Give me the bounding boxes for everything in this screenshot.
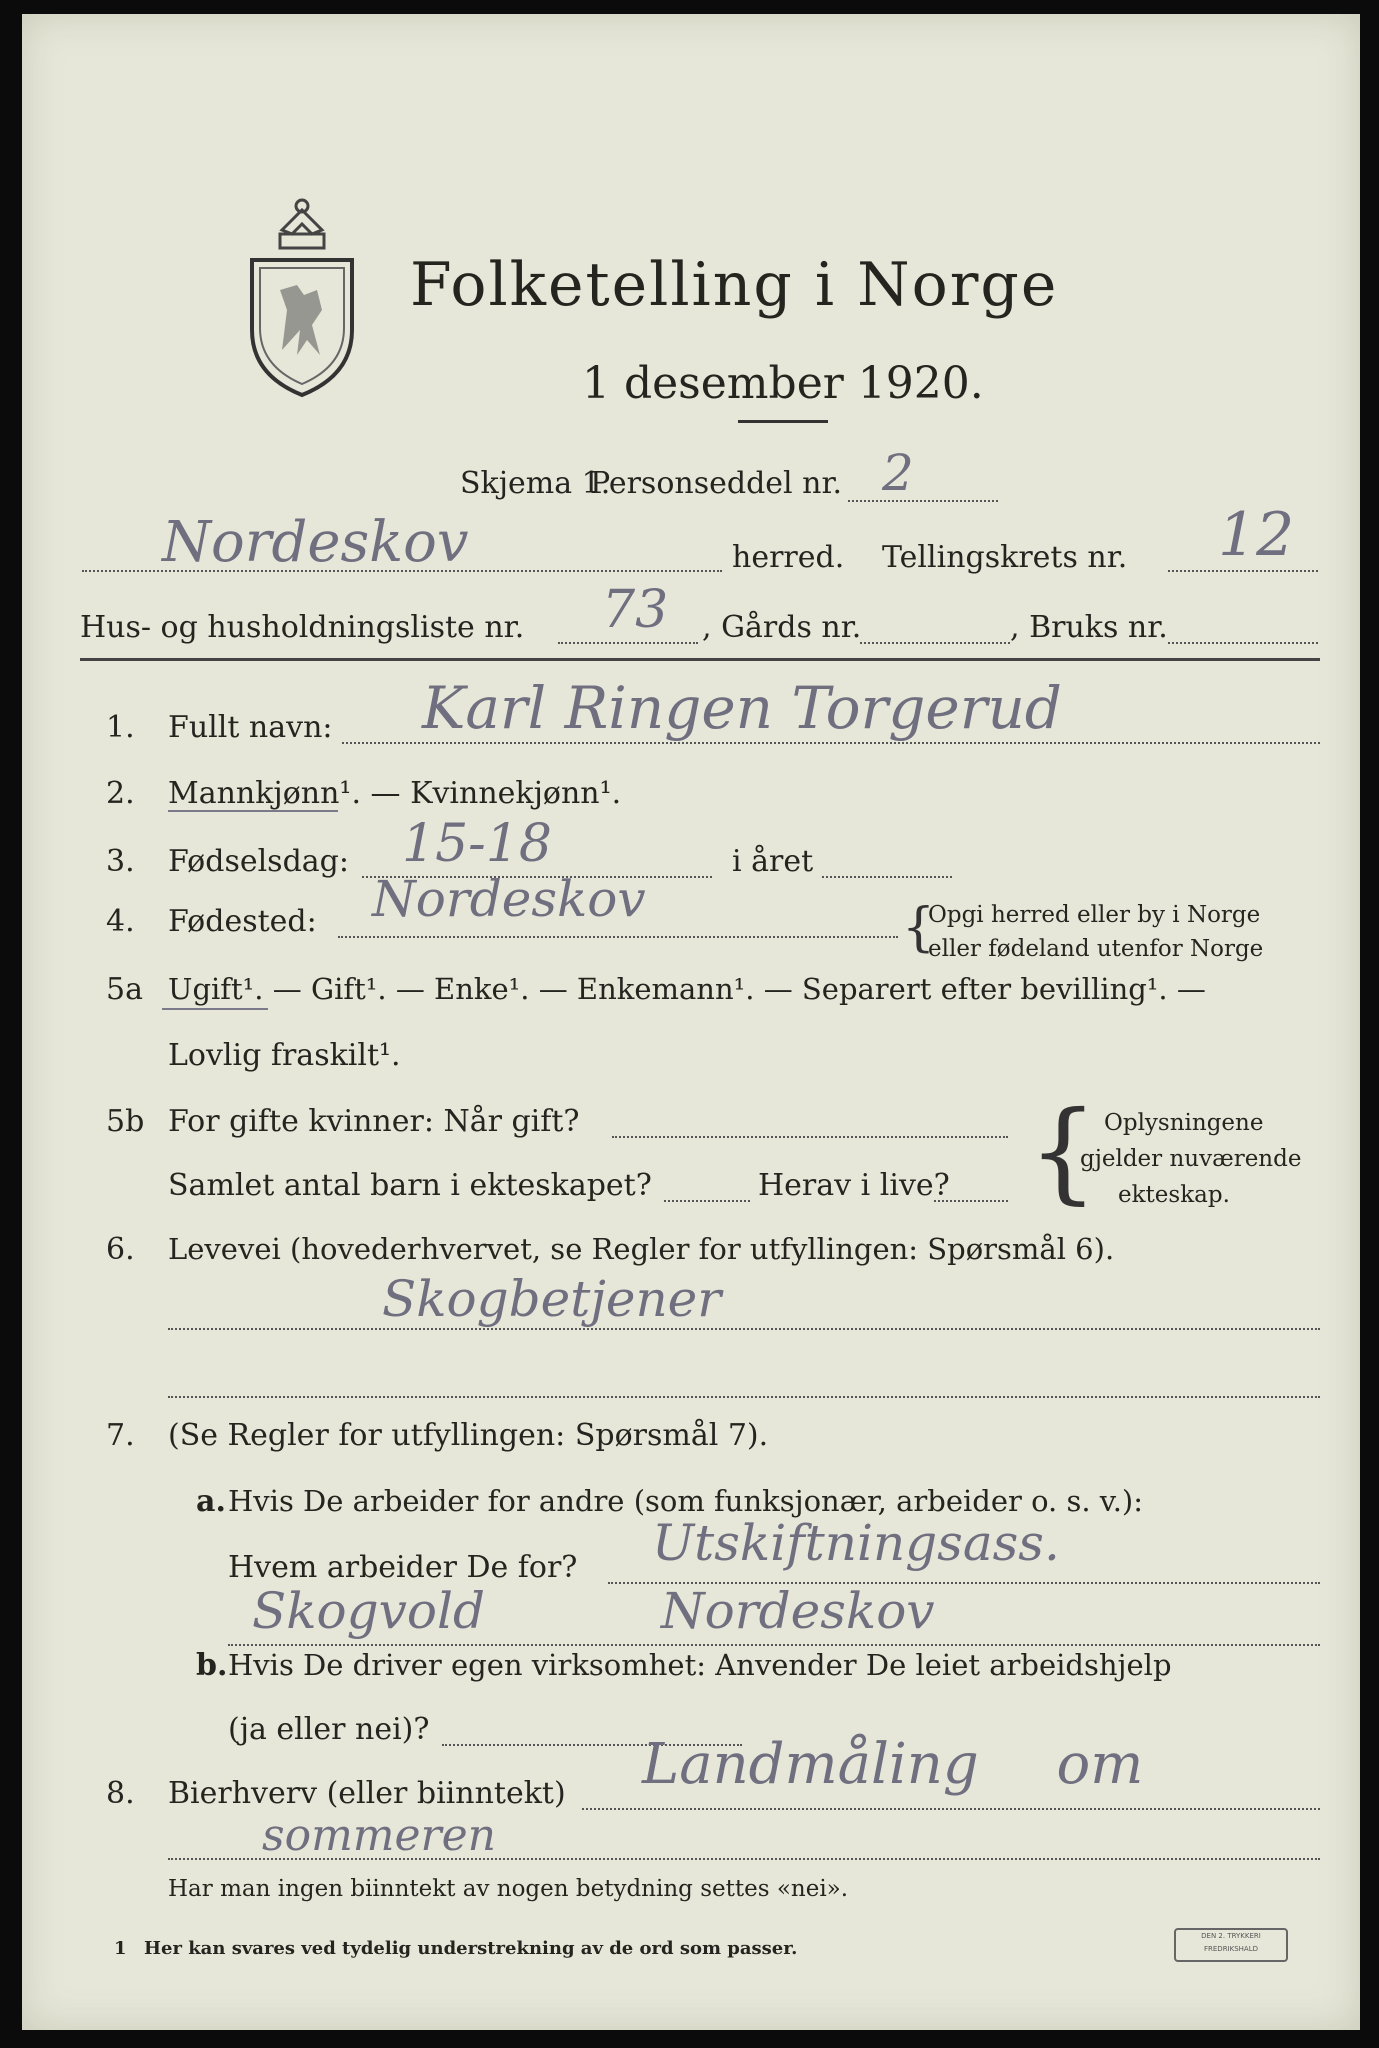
q4-brace: { bbox=[902, 898, 936, 958]
q6-value[interactable]: Skogbetjener bbox=[382, 1270, 722, 1328]
census-form-sheet bbox=[22, 14, 1360, 2030]
hus-label: Hus- og husholdningsliste nr. bbox=[80, 610, 525, 645]
q5b-label3: Herav i live? bbox=[758, 1168, 950, 1203]
gards-field-line bbox=[860, 642, 1010, 644]
footnote-text: Her kan svares ved tydelig understrekning av de ord som passer. bbox=[144, 1938, 798, 1959]
q6-number: 6. bbox=[106, 1232, 135, 1267]
tellingskrets-label: Tellingskrets nr. bbox=[882, 540, 1128, 575]
q8-value[interactable]: Landmåling om bbox=[642, 1732, 1144, 1797]
q2-number: 2. bbox=[106, 776, 135, 811]
q7a-label: Hvis De arbeider for andre (som funksjonær, arbeider o. s. v.): bbox=[228, 1484, 1144, 1518]
herred-value[interactable]: Nordeskov bbox=[162, 510, 469, 575]
q5b-alive-field-line bbox=[934, 1200, 1008, 1202]
personseddel-field-line bbox=[848, 500, 998, 502]
q6-label: Levevei (hovederhvervet, se Regler for utfyllingen: Spørsmål 6). bbox=[168, 1232, 1115, 1266]
q2-label: Mannkjønn¹. — Kvinnekjønn¹. bbox=[168, 776, 622, 811]
q3-value[interactable]: 15-18 bbox=[402, 814, 552, 874]
q8-label: Bierhverv (eller biinntekt) bbox=[168, 1776, 566, 1811]
q7a-letter: a. bbox=[196, 1484, 226, 1519]
tellingskrets-field-line bbox=[1168, 570, 1318, 572]
q4-note-line1: Opgi herred eller by i Norge bbox=[928, 902, 1261, 928]
q5b-note-line3: ekteskap. bbox=[1118, 1182, 1230, 1208]
q8-number: 8. bbox=[106, 1776, 135, 1811]
q5b-note-line2: gjelder nuværende bbox=[1080, 1146, 1302, 1172]
q7b-label2: (ja eller nei)? bbox=[228, 1712, 430, 1747]
q8-value-line2[interactable]: sommeren bbox=[262, 1810, 496, 1861]
q5a-label: Ugift¹. — Gift¹. — Enke¹. — Enkemann¹. — Separert efter bevilling¹. — bbox=[168, 972, 1206, 1006]
bruks-label: , Bruks nr. bbox=[1010, 610, 1168, 645]
q4-value[interactable]: Nordeskov bbox=[372, 870, 646, 928]
q8-field-line1 bbox=[582, 1808, 1320, 1810]
census-date: 1 desember 1920. bbox=[582, 358, 984, 409]
q5b-label: For gifte kvinner: Når gift? bbox=[168, 1104, 580, 1139]
gards-label: , Gårds nr. bbox=[702, 610, 862, 645]
footnote-marker: 1 bbox=[114, 1938, 127, 1959]
q7a-value[interactable]: Utskiftningsass. bbox=[652, 1514, 1060, 1572]
herred-label: herred. bbox=[732, 540, 845, 575]
q1-label: Fullt navn: bbox=[168, 710, 333, 745]
q5a-number: 5a bbox=[106, 972, 143, 1007]
q5b-brace: { bbox=[1028, 1087, 1098, 1215]
q5b-number: 5b bbox=[106, 1104, 145, 1139]
footer-note: Har man ingen biinntekt av nogen betydning settes «nei». bbox=[168, 1876, 849, 1902]
q3-label: Fødselsdag: bbox=[168, 844, 349, 879]
q1-field-line bbox=[342, 742, 1320, 744]
q5b-children-field-line bbox=[664, 1200, 750, 1202]
title-divider bbox=[738, 420, 828, 423]
coat-of-arms-icon bbox=[242, 190, 362, 404]
bruks-field-line bbox=[1168, 642, 1318, 644]
q1-number: 1. bbox=[106, 710, 135, 745]
q6-field-line2 bbox=[168, 1396, 1320, 1398]
q3-number: 3. bbox=[106, 844, 135, 879]
hus-field-line bbox=[558, 642, 698, 644]
page-title: Folketelling i Norge bbox=[410, 250, 1059, 320]
q7-label: (Se Regler for utfyllingen: Spørsmål 7). bbox=[168, 1418, 769, 1453]
q5a-underline-ugift bbox=[162, 1008, 268, 1010]
q7a-value-line2[interactable]: Skogvold Nordeskov bbox=[252, 1582, 935, 1640]
q5b-note-line1: Oplysningene bbox=[1104, 1110, 1264, 1136]
q4-note-line2: eller fødeland utenfor Norge bbox=[928, 936, 1264, 962]
q7-number: 7. bbox=[106, 1418, 135, 1453]
q5b-when-field-line bbox=[612, 1136, 1008, 1138]
header-separator bbox=[80, 658, 1320, 661]
herred-field-line bbox=[82, 570, 722, 572]
q3-year-field-line bbox=[822, 876, 952, 878]
personseddel-label: Personseddel nr. bbox=[590, 466, 843, 501]
q7b-label: Hvis De driver egen virksomhet: Anvender De leiet arbeidshjelp bbox=[228, 1648, 1172, 1682]
tellingskrets-value[interactable]: 12 bbox=[1218, 500, 1295, 570]
q5a-label-line2: Lovlig fraskilt¹. bbox=[168, 1038, 401, 1073]
q3-year-label: i året bbox=[732, 844, 814, 879]
q7a-label2: Hvem arbeider De for? bbox=[228, 1550, 578, 1585]
q2-underline-mannkjonn bbox=[168, 810, 338, 812]
q4-field-line bbox=[338, 936, 898, 938]
q8-field-line2 bbox=[168, 1858, 1320, 1860]
q5b-label2: Samlet antal barn i ekteskapet? bbox=[168, 1168, 652, 1203]
q7a-field-line2 bbox=[228, 1644, 1320, 1646]
schema-label: Skjema 1. bbox=[460, 466, 611, 501]
q1-value[interactable]: Karl Ringen Torgerud bbox=[422, 674, 1062, 742]
q4-number: 4. bbox=[106, 904, 135, 939]
printer-stamp: DEN 2. TRYKKERI FREDRIKSHALD bbox=[1174, 1928, 1288, 1962]
q7b-letter: b. bbox=[196, 1648, 228, 1683]
hus-value[interactable]: 73 bbox=[602, 580, 669, 640]
q4-label: Fødested: bbox=[168, 904, 317, 939]
q6-field-line1 bbox=[168, 1328, 1320, 1330]
personseddel-value[interactable]: 2 bbox=[882, 444, 914, 502]
